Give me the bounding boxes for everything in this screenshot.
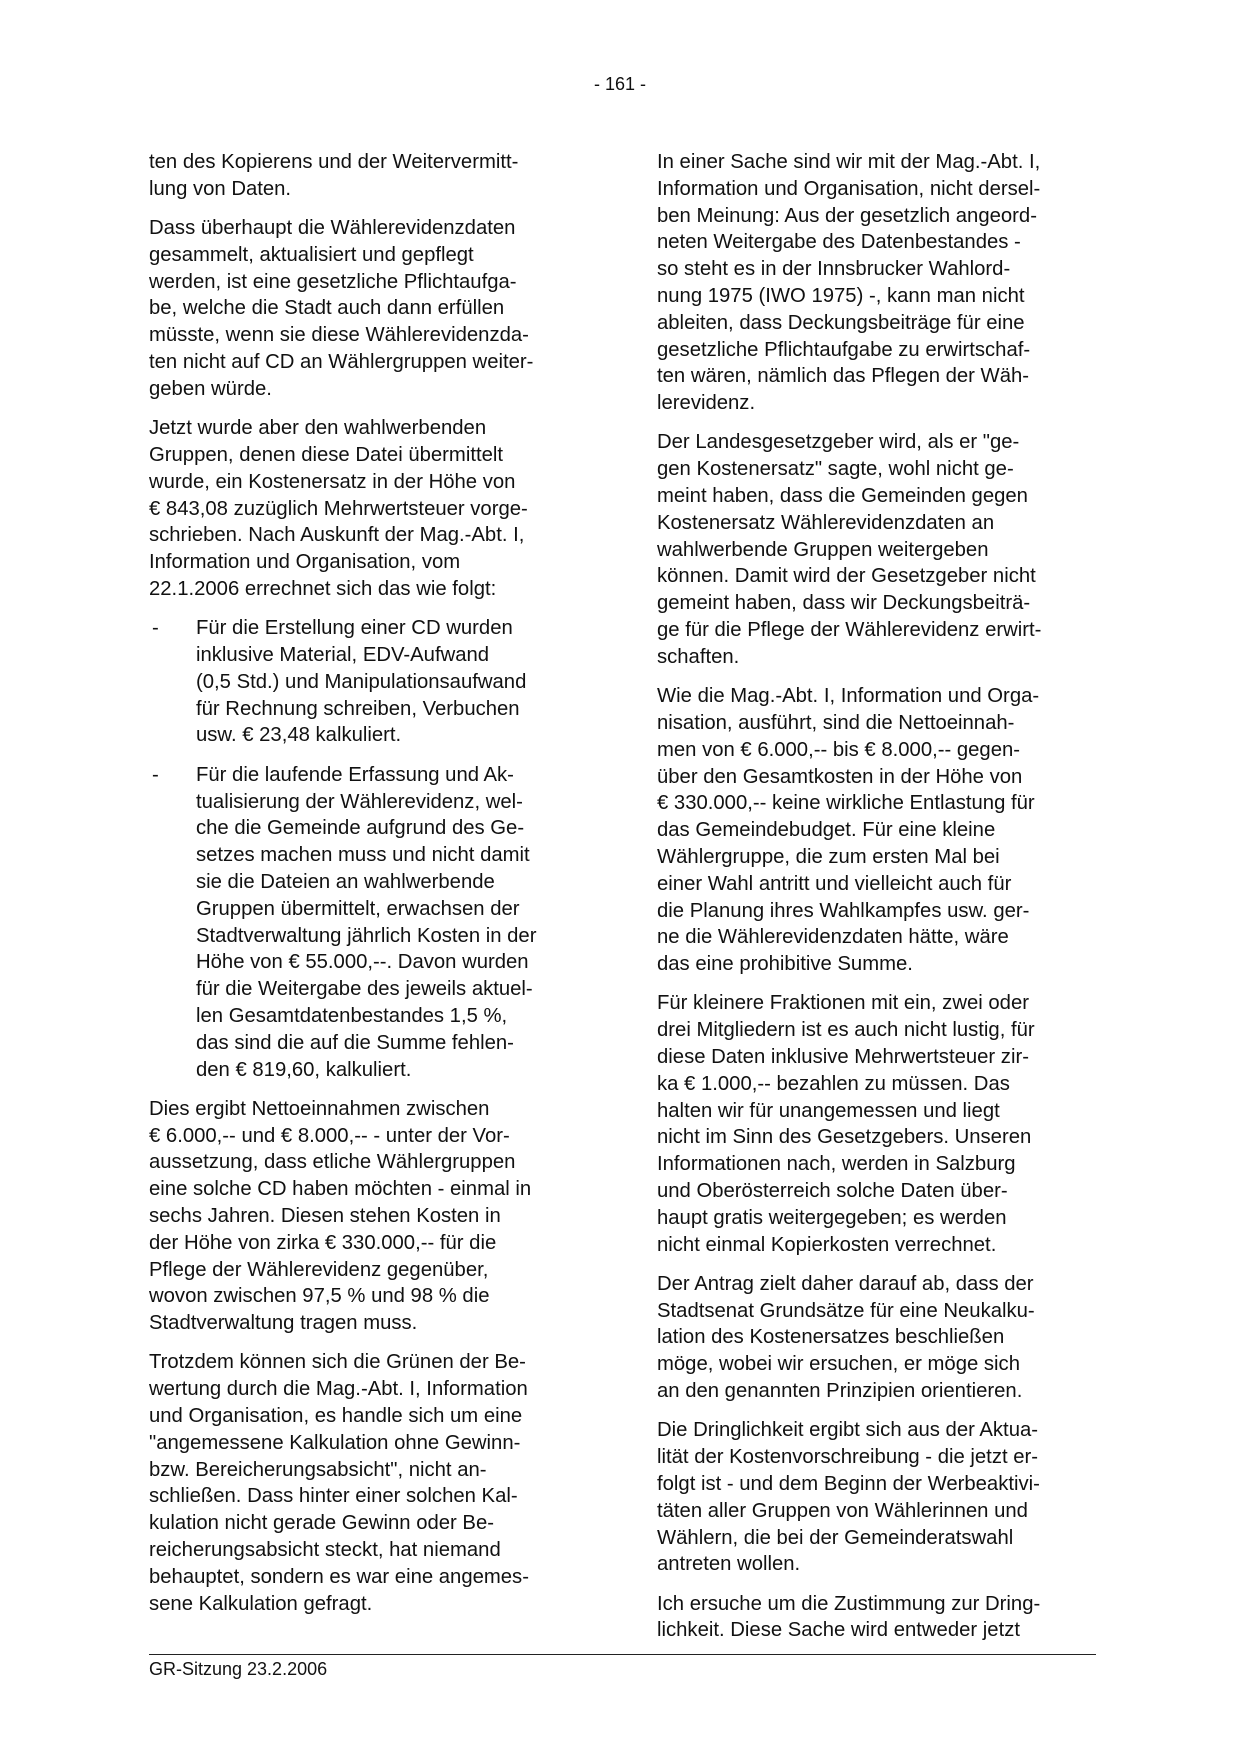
- text-line: reicherungsabsicht steckt, hat niemand: [149, 1539, 501, 1562]
- text-line: das sind die auf die Summe fehlen-: [196, 1031, 514, 1054]
- text-line: werden, ist eine gesetzliche Pflichtaufga-: [149, 270, 517, 293]
- paragraph: [149, 1096, 599, 1337]
- text-line: 22.1.2006 errechnet sich das wie folgt:: [149, 577, 497, 600]
- text-line: setzes machen muss und nicht damit: [196, 844, 530, 867]
- text-line: Höhe von € 55.000,--. Davon wurden: [196, 951, 529, 974]
- text-line: über den Gesamtkosten in der Höhe von: [657, 765, 1023, 788]
- page-number: - 161 -: [593, 74, 647, 94]
- text-line: Für die Erstellung einer CD wurden: [196, 617, 513, 640]
- paragraph: [657, 429, 1107, 670]
- text-line: € 330.000,-- keine wirkliche Entlastung für: [657, 792, 1035, 815]
- text-line: können. Damit wird der Gesetzgeber nicht: [657, 565, 1036, 588]
- text-line: Der Landesgesetzgeber wird, als er "ge-: [657, 431, 1020, 454]
- text-line: möge, wobei wir ersuchen, er möge sich: [657, 1353, 1020, 1376]
- text-line: gesammelt, aktualisiert und gepflegt: [149, 243, 474, 266]
- text-line: € 843,08 zuzüglich Mehrwertsteuer vorge-: [149, 497, 528, 520]
- text-line: diese Daten inklusive Mehrwertsteuer zir-: [657, 1046, 1029, 1068]
- text-line: lation des Kostenersatzes beschließen: [657, 1326, 1005, 1349]
- text-line: ten wären, nämlich das Pflegen der Wäh-: [657, 365, 1030, 388]
- paragraph: [657, 1271, 1107, 1405]
- text-line: Wählern, die bei der Gemeinderatswahl: [657, 1526, 1014, 1549]
- text-line: Der Antrag zielt daher darauf ab, dass der: [657, 1272, 1034, 1295]
- text-line: wahlwerbende Gruppen weitergeben: [657, 538, 989, 561]
- text-line: lität der Kostenvorschreibung - die jetzt er-: [657, 1446, 1039, 1469]
- text-line: täten aller Gruppen von Wählerinnen und: [657, 1499, 1028, 1522]
- text-line: neten Weitergabe des Datenbestandes -: [657, 231, 1021, 254]
- footer-text: GR-Sitzung 23.2.2006: [149, 1659, 328, 1679]
- text-line: für die Weitergabe des jeweils aktuel-: [196, 978, 533, 1001]
- text-line: Dass überhaupt die Wählerevidenzdaten: [149, 217, 516, 240]
- text-line: aussetzung, dass etliche Wählergruppen: [149, 1151, 516, 1174]
- text-line: Die Dringlichkeit ergibt sich aus der Aktua-: [657, 1419, 1039, 1442]
- text-line: wovon zwischen 97,5 % und 98 % die: [149, 1285, 490, 1308]
- text-line: geben würde.: [149, 377, 272, 400]
- text-line: usw. € 23,48 kalkuliert.: [196, 724, 402, 747]
- text-line: Kostenersatz Wählerevidenzdaten an: [657, 511, 995, 534]
- paragraph: [149, 149, 599, 203]
- text-line: Gruppen übermittelt, erwachsen der: [196, 897, 520, 920]
- text-line: an den genannten Prinzipien orientieren.: [657, 1380, 1023, 1403]
- text-line: das Gemeindebudget. Für eine kleine: [657, 819, 996, 842]
- text-line: nung 1975 (IWO 1975) -, kann man nicht: [657, 284, 1025, 307]
- text-line: ableiten, dass Deckungsbeiträge für eine: [657, 311, 1025, 334]
- text-line: haupt gratis weitergegeben; es werden: [657, 1206, 1007, 1229]
- text-line: folgt ist - und dem Beginn der Werbeaktivi-: [657, 1472, 1040, 1495]
- text-line: so steht es in der Innsbrucker Wahlord-: [657, 258, 1011, 281]
- text-line: In einer Sache sind wir mit der Mag.-Abt. I,: [657, 151, 1041, 173]
- text-line: bzw. Bereicherungsabsicht", nicht an-: [149, 1458, 487, 1481]
- footer-divider: [149, 1654, 1096, 1655]
- text-line: schrieben. Nach Auskunft der Mag.-Abt. I,: [149, 524, 525, 547]
- text-line: wertung durch die Mag.-Abt. I, Information: [149, 1378, 528, 1401]
- text-line: € 6.000,-- und € 8.000,-- - unter der Vor-: [149, 1124, 510, 1147]
- text-line: Wählergruppe, die zum ersten Mal bei: [657, 845, 1000, 868]
- text-line: be, welche die Stadt auch dann erfüllen: [149, 297, 505, 320]
- text-line: sie die Dateien an wahlwerbende: [196, 870, 495, 893]
- text-line: ten des Kopierens und der Weitervermitt-: [149, 151, 519, 173]
- text-line: Wie die Mag.-Abt. I, Information und Orga-: [657, 685, 1040, 708]
- text-line: drei Mitgliedern ist es auch nicht lustig, für: [657, 1019, 1035, 1042]
- text-line: inklusive Material, EDV-Aufwand: [196, 644, 490, 667]
- text-line: sechs Jahren. Diesen stehen Kosten in: [149, 1204, 501, 1227]
- text-line: eine solche CD haben möchten - einmal in: [149, 1178, 532, 1201]
- text-line: Pflege der Wählerevidenz gegenüber,: [149, 1258, 489, 1281]
- text-line: schließen. Dass hinter einer solchen Kal-: [149, 1485, 518, 1508]
- bullet-dash: -: [152, 617, 159, 640]
- text-line: für Rechnung schreiben, Verbuchen: [196, 697, 520, 720]
- paragraph: [657, 149, 1107, 417]
- text-line: lung von Daten.: [149, 177, 292, 200]
- text-line: schaften.: [657, 645, 740, 668]
- text-line: meint haben, dass die Gemeinden gegen: [657, 485, 1028, 508]
- paragraph: [657, 1591, 1107, 1645]
- text-line: antreten wollen.: [657, 1553, 801, 1576]
- text-line: nisation, ausführt, sind die Nettoeinnah-: [657, 711, 1015, 734]
- paragraph: [149, 1349, 599, 1617]
- bullet-dash: -: [152, 763, 159, 786]
- left-column: [149, 149, 599, 1630]
- text-line: gen Kostenersatz" sagte, wohl nicht ge-: [657, 458, 1014, 481]
- text-line: halten wir für unangemessen und liegt: [657, 1099, 1000, 1122]
- text-line: (0,5 Std.) und Manipulationsaufwand: [196, 670, 527, 693]
- text-line: die Planung ihres Wahlkampfes usw. ger-: [657, 899, 1030, 922]
- right-column: [657, 149, 1107, 1657]
- text-line: wurde, ein Kostenersatz in der Höhe von: [149, 470, 516, 493]
- text-line: Gruppen, denen diese Datei übermittelt: [149, 443, 504, 466]
- text-line: len Gesamtdatenbestandes 1,5 %,: [196, 1004, 508, 1027]
- text-line: Ich ersuche um die Zustimmung zur Dring-: [657, 1592, 1041, 1615]
- text-line: ge für die Pflege der Wählerevidenz erwirt-: [657, 619, 1042, 642]
- paragraph: [149, 415, 599, 603]
- paragraph: [657, 990, 1107, 1258]
- text-line: der Höhe von zirka € 330.000,-- für die: [149, 1231, 497, 1254]
- paragraph: [657, 683, 1107, 978]
- text-line: das eine prohibitive Summe.: [657, 953, 913, 976]
- text-line: Information und Organisation, nicht dersel-: [657, 177, 1041, 200]
- text-line: lichkeit. Diese Sache wird entweder jetzt: [657, 1619, 1020, 1642]
- text-line: und Oberösterreich solche Daten über-: [657, 1179, 1008, 1202]
- text-line: einer Wahl antritt und vielleicht auch für: [657, 872, 1012, 895]
- text-line: gesetzliche Pflichtaufgabe zu erwirtschaf-: [657, 338, 1031, 361]
- text-line: behauptet, sondern es war eine angemes-: [149, 1565, 529, 1588]
- text-line: Trotzdem können sich die Grünen der Be-: [149, 1351, 526, 1374]
- text-line: Für kleinere Fraktionen mit ein, zwei oder: [657, 992, 1029, 1015]
- text-line: che die Gemeinde aufgrund des Ge-: [196, 817, 525, 840]
- text-line: Für die laufende Erfassung und Ak-: [196, 763, 514, 786]
- text-line: Informationen nach, werden in Salzburg: [657, 1153, 1016, 1176]
- bullet-item: [149, 762, 599, 1084]
- paragraph: [657, 1417, 1107, 1578]
- text-line: kulation nicht gerade Gewinn oder Be-: [149, 1512, 494, 1535]
- text-line: sene Kalkulation gefragt.: [149, 1592, 373, 1615]
- text-line: müsste, wenn sie diese Wählerevidenzda-: [149, 324, 529, 347]
- text-line: Information und Organisation, vom: [149, 551, 461, 574]
- text-line: tualisierung der Wählerevidenz, wel-: [196, 790, 523, 813]
- text-line: Dies ergibt Nettoeinnahmen zwischen: [149, 1097, 490, 1120]
- text-line: gemeint haben, dass wir Deckungsbeiträ-: [657, 592, 1031, 615]
- text-line: Stadtsenat Grundsätze für eine Neukalku-: [657, 1299, 1035, 1322]
- text-line: ben Meinung: Aus der gesetzlich angeord-: [657, 204, 1037, 227]
- text-line: lerevidenz.: [657, 392, 756, 415]
- text-line: nicht im Sinn des Gesetzgebers. Unseren: [657, 1126, 1032, 1149]
- text-line: den € 819,60, kalkuliert.: [196, 1058, 412, 1081]
- text-line: ne die Wählerevidenzdaten hätte, wäre: [657, 926, 1009, 949]
- text-line: Stadtverwaltung jährlich Kosten in der: [196, 924, 537, 947]
- text-line: "angemessene Kalkulation ohne Gewinn-: [149, 1431, 521, 1454]
- text-line: nicht einmal Kopierkosten verrechnet.: [657, 1233, 997, 1256]
- text-line: ka € 1.000,-- bezahlen zu müssen. Das: [657, 1072, 1010, 1095]
- text-line: men von € 6.000,-- bis € 8.000,-- gegen-: [657, 738, 1021, 761]
- text-line: ten nicht auf CD an Wählergruppen weiter-: [149, 351, 534, 374]
- paragraph: [149, 215, 599, 403]
- bullet-item: [149, 615, 599, 749]
- text-line: Stadtverwaltung tragen muss.: [149, 1312, 418, 1335]
- text-line: Jetzt wurde aber den wahlwerbenden: [149, 417, 487, 440]
- text-line: und Organisation, es handle sich um eine: [149, 1405, 523, 1428]
